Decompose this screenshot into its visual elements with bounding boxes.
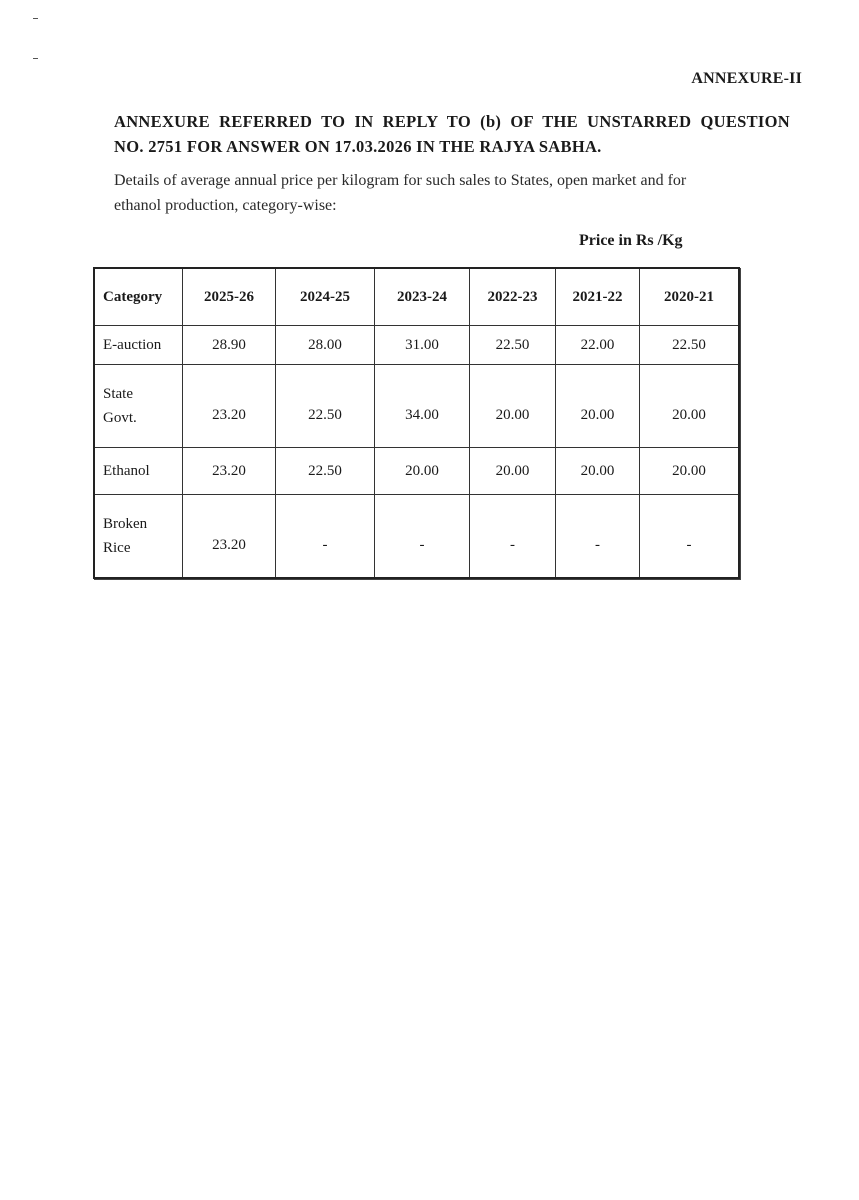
category-label: Govt. bbox=[103, 410, 137, 426]
column-header: 2020-21 bbox=[640, 268, 740, 326]
annexure-label: ANNEXURE-II bbox=[691, 70, 802, 87]
scan-mark bbox=[33, 58, 38, 59]
price-cell: 22.50 bbox=[276, 365, 375, 448]
price-cell: 22.50 bbox=[470, 326, 556, 365]
price-cell: - bbox=[470, 495, 556, 579]
price-cell: - bbox=[556, 495, 640, 579]
table-row bbox=[94, 326, 739, 365]
price-cell: 20.00 bbox=[556, 365, 640, 448]
price-cell: 20.00 bbox=[470, 448, 556, 495]
price-cell: 20.00 bbox=[640, 448, 740, 495]
price-cell: - bbox=[276, 495, 375, 579]
table-row bbox=[94, 495, 739, 579]
table-row bbox=[94, 365, 739, 448]
price-cell: 20.00 bbox=[470, 365, 556, 448]
price-cell: 20.00 bbox=[375, 448, 470, 495]
price-cell: 34.00 bbox=[375, 365, 470, 448]
intro-text bbox=[114, 168, 774, 218]
price-cell: 22.50 bbox=[640, 326, 740, 365]
table-row bbox=[94, 448, 739, 495]
price-cell: 23.20 bbox=[183, 495, 276, 579]
unit-label: Price in Rs /Kg bbox=[579, 232, 683, 249]
category-cell bbox=[94, 448, 183, 495]
category-cell bbox=[94, 495, 183, 579]
category-cell bbox=[94, 326, 183, 365]
price-cell: - bbox=[640, 495, 740, 579]
price-cell: 23.20 bbox=[183, 448, 276, 495]
scan-mark bbox=[33, 18, 38, 19]
price-cell: 22.00 bbox=[556, 326, 640, 365]
column-header: 2024-25 bbox=[276, 268, 375, 326]
column-header: 2021-22 bbox=[556, 268, 640, 326]
category-label: E-auction bbox=[103, 337, 162, 353]
price-cell: 22.50 bbox=[276, 448, 375, 495]
heading-line-2: NO. 2751 FOR ANSWER ON 17.03.2026 IN THE RAJYA SABHA. bbox=[114, 137, 602, 156]
intro-line-2: ethanol production, category-wise: bbox=[114, 197, 337, 214]
column-header: 2023-24 bbox=[375, 268, 470, 326]
price-cell: 20.00 bbox=[556, 448, 640, 495]
price-cell: 23.20 bbox=[183, 365, 276, 448]
document-heading bbox=[114, 109, 790, 159]
category-label: Ethanol bbox=[103, 463, 150, 479]
category-label: Rice bbox=[103, 540, 131, 556]
price-table bbox=[93, 267, 740, 579]
table-header-row bbox=[94, 268, 739, 326]
intro-line-1: Details of average annual price per kilogram for such sales to States, open market and for bbox=[114, 172, 687, 189]
price-cell: 28.00 bbox=[276, 326, 375, 365]
price-cell: 31.00 bbox=[375, 326, 470, 365]
heading-line-1: ANNEXURE REFERRED TO IN REPLY TO (b) OF THE UNSTARRED QUESTION bbox=[114, 112, 790, 131]
category-label: State bbox=[103, 386, 133, 402]
category-cell bbox=[94, 365, 183, 448]
price-cell: - bbox=[375, 495, 470, 579]
price-cell: 20.00 bbox=[640, 365, 740, 448]
price-cell: 28.90 bbox=[183, 326, 276, 365]
column-header: 2025-26 bbox=[183, 268, 276, 326]
column-header: Category bbox=[94, 268, 183, 326]
column-header: 2022-23 bbox=[470, 268, 556, 326]
category-label: Broken bbox=[103, 516, 148, 532]
